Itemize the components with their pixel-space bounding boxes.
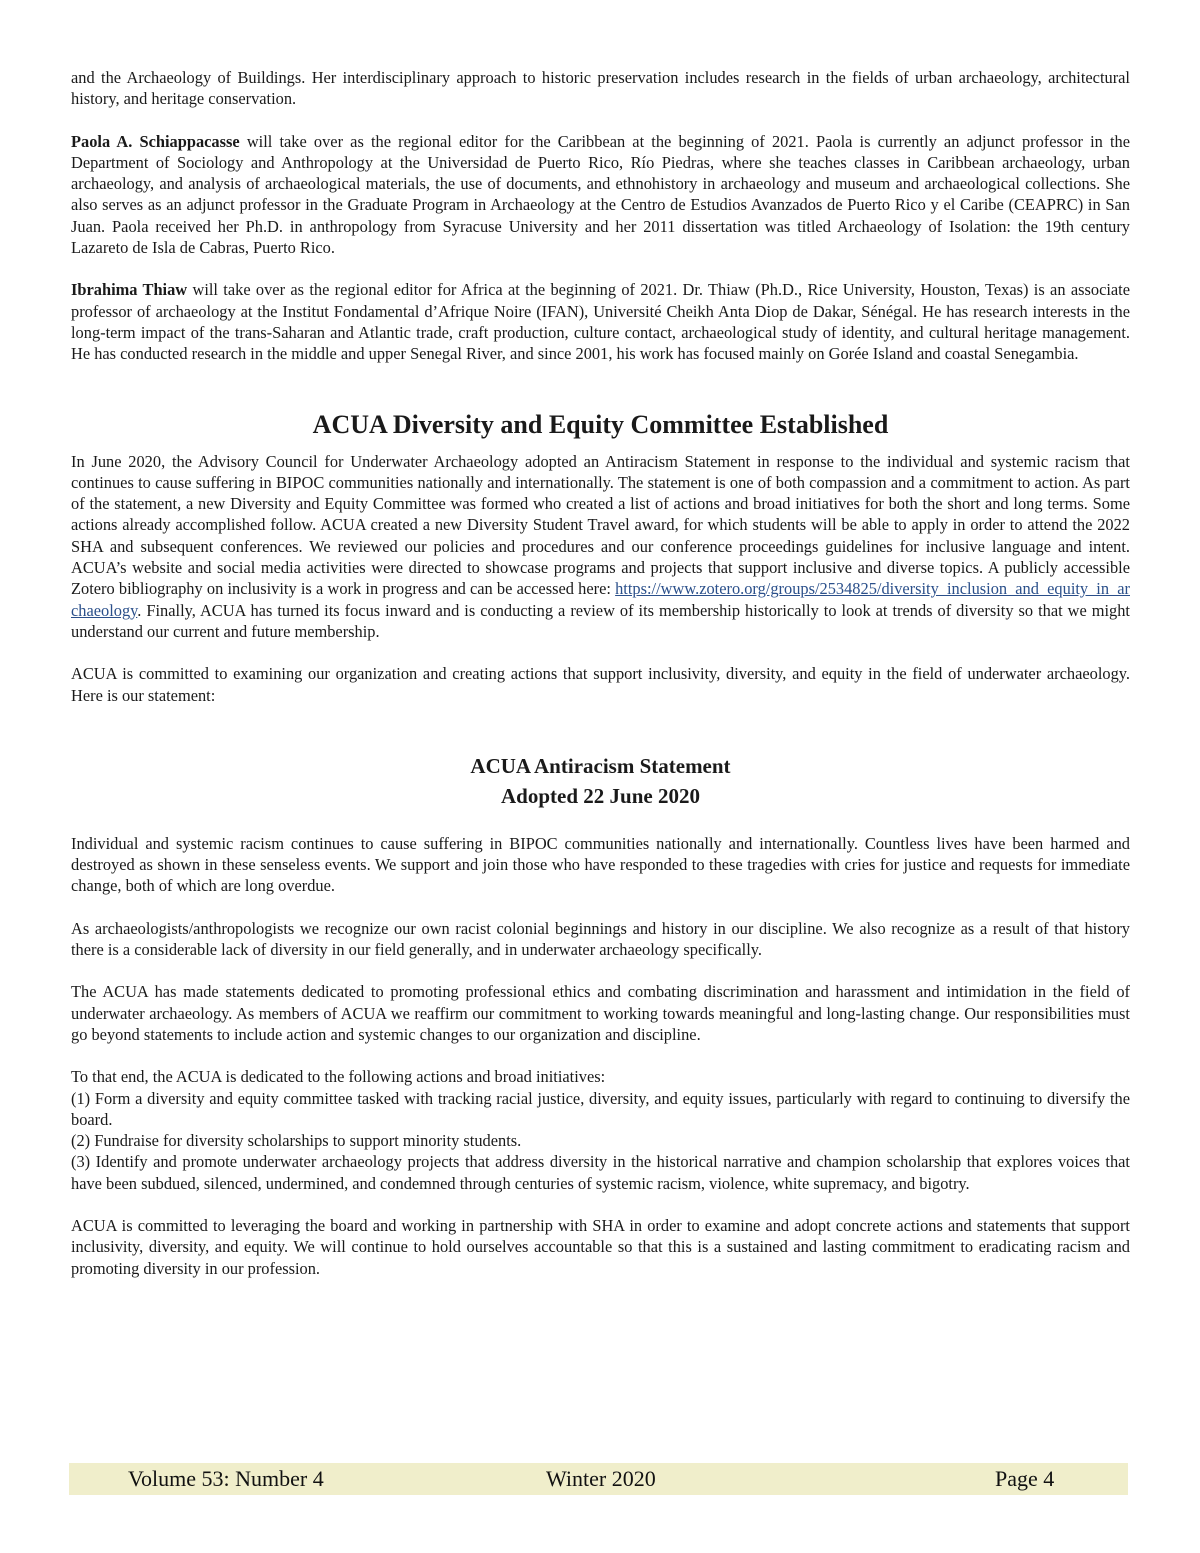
editor-bio-text: will take over as the regional editor for Africa at the beginning of 2021. Dr. Thiaw (Ph.D., Rice University, Houston, Texas) is an associate professor of archaeology at the Institut Fondamental d’Afrique Noire (IFAN), Université Cheikh Anta Diop de Dakar, Sénégal. He has research interests in the long-term impact of the trans-Saharan and Atlantic trade, craft production, culture contact, archaeological study of identity, and cultural heritage management. He has conducted research in the middle and upper Senegal River, and since 2001, his work has focused mainly on Gorée Island and coastal Senegambia. — [71, 280, 1130, 364]
statement-closing: ACUA is committed to leveraging the board and working in partnership with SHA in order to examine and adopt concrete actions and statements that support inclusivity, diversity, and equity. We will continue to hold ourselves accountable so that this is a sustained and lasting commitment to eradicating racism and promoting diversity in our profession. — [71, 1215, 1130, 1278]
committee-heading: ACUA Diversity and Equity Committee Established — [312, 409, 889, 439]
committee-paragraph-1 — [71, 451, 1130, 643]
footer-page-number: Page 4 — [995, 1466, 1055, 1491]
committee-text: . Finally, ACUA has turned its focus inward and is conducting a review of its membership historically to look at trends of diversity so that we might understand our current and future membership. — [71, 600, 1130, 641]
editor-name: Paola A. Schiappacasse — [71, 131, 240, 151]
committee-text: In June 2020, the Advisory Council for Underwater Archaeology adopted an Antiracism Statement in response to the individual and systemic racism that continues to cause suffering in BIPOC communities nationally and internationally. The statement is one of both compassion and a commitment to action. As part of the statement, a new Diversity and Equity Committee was formed who created a list of actions and broad initiatives for both the short and long terms. Some actions already accomplished follow. ACUA created a new Diversity Student Travel award, for which students will be able to apply in order to attend the 2022 SHA and subsequent conferences. We reviewed our policies and procedures and our conference proceedings guidelines for inclusive language and intent. ACUA’s website and social media activities were directed to showcase programs and projects that support inclusive and diverse topics. A publicly accessible Zotero bibliography on inclusivity is a work in progress and can be accessed here: — [71, 451, 1130, 599]
statement-paragraph-3: The ACUA has made statements dedicated to promoting professional ethics and combating discrimination and harassment and intimidation in the field of underwater archaeology. As members of ACUA we reaffirm our commitment to working towards meaningful and long-lasting change. Our responsibilities must go beyond statements to include action and systemic changes to our organization and discipline. — [71, 982, 1130, 1044]
zotero-bibliography-link[interactable]: https://www.zotero.org/groups/2534825/diversity_inclusion_and_equity_in_archaeology — [71, 579, 1130, 620]
intro-continuation: and the Archaeology of Buildings. Her interdisciplinary approach to historic preservation includes research in the fields of urban archaeology, architectural history, and heritage conservation. — [71, 68, 1130, 109]
page-content — [71, 67, 1130, 1279]
statement-title: ACUA Antiracism Statement — [470, 753, 731, 778]
statement-paragraph-2: As archaeologists/anthropologists we recognize our own racist colonial beginnings and history in our discipline. We also recognize as a result of that history there is a considerable lack of diversity in our field generally, and in underwater archaeology specifically. — [71, 918, 1130, 960]
initiative-item-2: (2) Fundraise for diversity scholarships to support minority students. — [71, 1131, 522, 1151]
editor-bio-text: will take over as the regional editor for the Caribbean at the beginning of 2021. Paola is currently an adjunct professor in the Department of Sociology and Anthropology at the Universidad de Puerto Rico, Río Piedras, where she teaches classes in Caribbean archaeology, urban archaeology, and analysis of archaeological materials, the use of documents, and ethnohistory in archaeology and museum and archaeological collections. She also serves as an adjunct professor in the Graduate Program in Archaeology at the Centro de Estudios Avanzados de Puerto Rico y el Caribe (CEAPRC) in San Juan. Paola received her Ph.D. in anthropology from Syracuse University and her 2011 dissertation was titled Archaeology of Isolation: the 19th century Lazareto de Isla de Cabras, Puerto Rico. — [71, 131, 1131, 258]
footer-season: Winter 2020 — [546, 1466, 656, 1491]
initiatives-intro: To that end, the ACUA is dedicated to the following actions and broad initiatives: — [71, 1067, 606, 1087]
statement-date: Adopted 22 June 2020 — [501, 783, 700, 808]
statement-paragraph-1: Individual and systemic racism continues to cause suffering in BIPOC communities nationally and internationally. Countless lives have been harmed and destroyed as shown in these senseless events. We support and join those who have responded to these tragedies with cries for justice and requests for immediate change, both of which are long overdue. — [71, 833, 1130, 896]
initiative-item-1: (1) Form a diversity and equity committee tasked with tracking racial justice, diversity, and equity issues, particularly with regard to continuing to diversify the board. — [71, 1088, 1130, 1129]
footer-volume: Volume 53: Number 4 — [128, 1466, 324, 1491]
editor-bio-thiaw — [71, 279, 1130, 364]
initiative-item-3: (3) Identify and promote underwater archaeology projects that address diversity in the historical narrative and champion scholarship that explores voices that have been subdued, silenced, undermined, and condemned through centuries of systemic racism, violence, white supremacy, and bigotry. — [71, 1152, 1130, 1193]
editor-bio-schiappacasse — [71, 131, 1130, 259]
committee-paragraph-2: ACUA is committed to examining our organization and creating actions that support inclusivity, diversity, and equity in the field of underwater archaeology. Here is our statement: — [71, 664, 1130, 705]
page-footer — [69, 1463, 1128, 1495]
editor-name: Ibrahima Thiaw — [71, 280, 188, 300]
